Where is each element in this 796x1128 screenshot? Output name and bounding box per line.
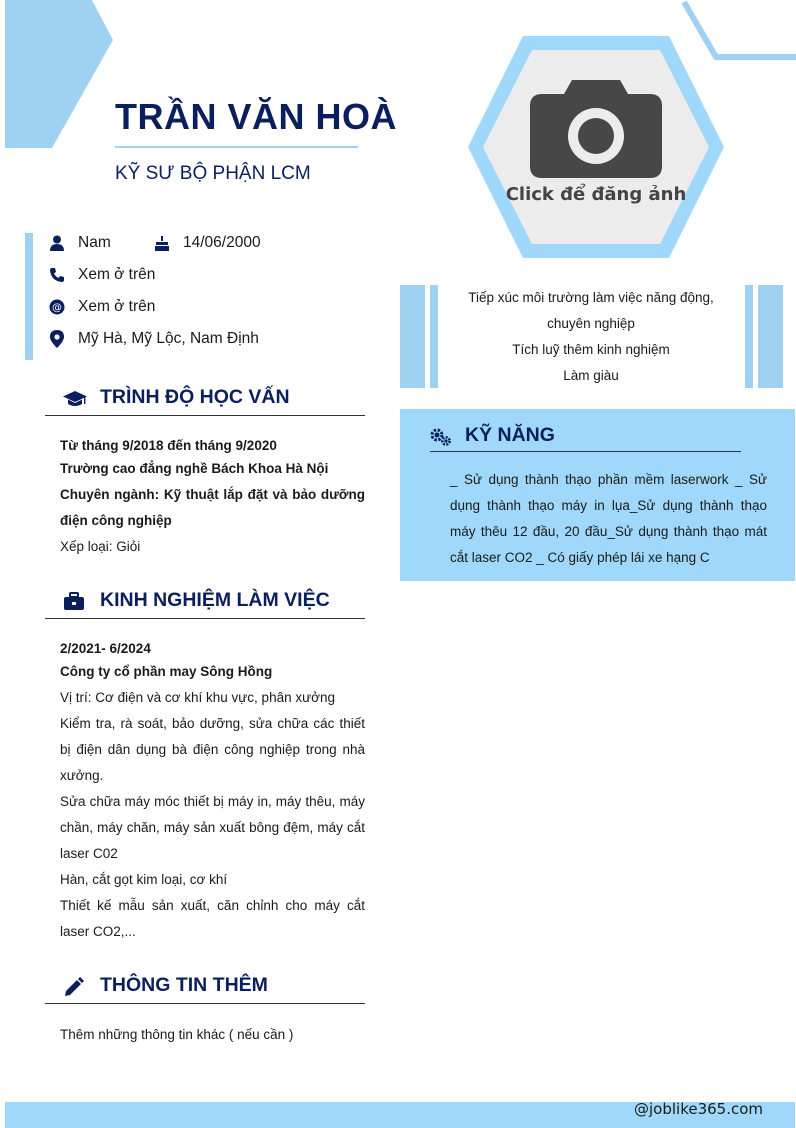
additional-section-header (45, 970, 365, 1004)
education-major: Chuyên ngành: Kỹ thuật lắp đặt và bảo dưỡng điện công nghiệp (60, 487, 365, 528)
education-section-header (45, 382, 365, 416)
corner-decoration-left (5, 0, 113, 148)
photo-upload-button[interactable] (466, 34, 726, 260)
objective-bar-left-wide (400, 285, 425, 388)
contact-birthday[interactable] (153, 232, 261, 254)
contact-email[interactable] (48, 296, 155, 318)
skills-title: KỸ NĂNG (465, 424, 555, 446)
experience-company: Công ty cổ phần may Sông Hồng (60, 664, 273, 679)
experience-duty: Sửa chữa máy móc thiết bị máy in, máy thêu, máy chần, máy chăn, máy sản xuất bông đệm, máy cắt laser C02 (60, 794, 365, 861)
phone-value: Xem ở trên (78, 266, 156, 283)
experience-duty: Hàn, cắt gọt kim loại, cơ khí (60, 872, 228, 887)
phone-icon (48, 266, 66, 284)
email-at-icon (48, 298, 66, 316)
job-title[interactable]: KỸ SƯ BỘ PHẬN LCM (115, 163, 311, 184)
objective-bar-right-thin (745, 285, 753, 388)
footer-watermark: @joblike365.com (634, 1100, 764, 1118)
additional-text[interactable]: Thêm những thông tin khác ( nếu cần ) (60, 1027, 294, 1042)
photo-upload-label: Click để đăng ảnh (505, 184, 687, 205)
birthday-value: 14/06/2000 (183, 234, 261, 251)
career-objective[interactable] (450, 285, 732, 389)
briefcase-icon (63, 591, 87, 613)
gender-value: Nam (78, 234, 111, 251)
candidate-name[interactable]: TRẦN VĂN HOÀ (115, 96, 397, 137)
experience-duty: Kiểm tra, rà soát, bảo dưỡng, sửa chữa các thiết bị điện dân dụng bà điện công nghiệp trong nhà xưởng. (60, 716, 365, 783)
location-pin-icon (48, 330, 66, 348)
contact-accent-bar (25, 233, 33, 360)
objective-line: Tiếp xúc môi trường làm việc năng động, (468, 290, 714, 305)
contact-phone[interactable] (48, 264, 155, 286)
objective-line: Làm giàu (563, 368, 619, 383)
email-value: Xem ở trên (78, 298, 156, 315)
skills-section-header (430, 421, 741, 452)
address-value: Mỹ Hà, Mỹ Lộc, Nam Định (78, 330, 259, 347)
experience-section-header (45, 585, 365, 619)
objective-bar-right-wide (758, 285, 783, 388)
education-period: Từ tháng 9/2018 đến tháng 9/2020 (60, 438, 277, 453)
education-entry[interactable] (60, 434, 365, 560)
experience-title: KINH NGHIỆM LÀM VIỆC (100, 589, 330, 611)
objective-line: Tích luỹ thêm kinh nghiệm (512, 342, 670, 357)
experience-period: 2/2021- 6/2024 (60, 641, 151, 656)
contact-gender[interactable] (48, 232, 111, 254)
skills-panel (400, 409, 795, 581)
experience-duty: Thiết kế mẫu sản xuất, căn chỉnh cho máy cắt laser CO2,... (60, 898, 365, 939)
experience-position: Vị trí: Cơ điện và cơ khí khu vực, phân xưởng (60, 690, 335, 705)
svg-text:@: @ (52, 302, 62, 314)
name-underline (115, 146, 358, 148)
graduation-cap-icon (63, 388, 87, 410)
contact-address[interactable] (48, 328, 259, 350)
gears-icon (430, 427, 452, 447)
objective-line: chuyên nghiệp (547, 316, 635, 331)
birthday-cake-icon (153, 234, 171, 252)
education-title: TRÌNH ĐỘ HỌC VẤN (100, 386, 290, 408)
skills-text[interactable]: _ Sử dụng thành thạo phần mềm laserwork _ Sử dụng thành thạo máy in lụa_Sử dụng thành thạo máy thêu 12 đầu, 20 đầu_Sử dụng thành thạo mát cắt laser CO2 _ Có giấy phép lái xe hạng C (450, 472, 767, 565)
additional-title: THÔNG TIN THÊM (100, 974, 268, 996)
pencil-icon (63, 976, 87, 998)
education-grade: Xếp loại: Giỏi (60, 539, 141, 554)
education-school: Trường cao đẳng nghề Bách Khoa Hà Nội (60, 461, 329, 476)
camera-icon (528, 78, 664, 178)
objective-bar-left-thin (430, 285, 438, 388)
person-icon (48, 234, 66, 252)
experience-entry[interactable] (60, 637, 365, 945)
